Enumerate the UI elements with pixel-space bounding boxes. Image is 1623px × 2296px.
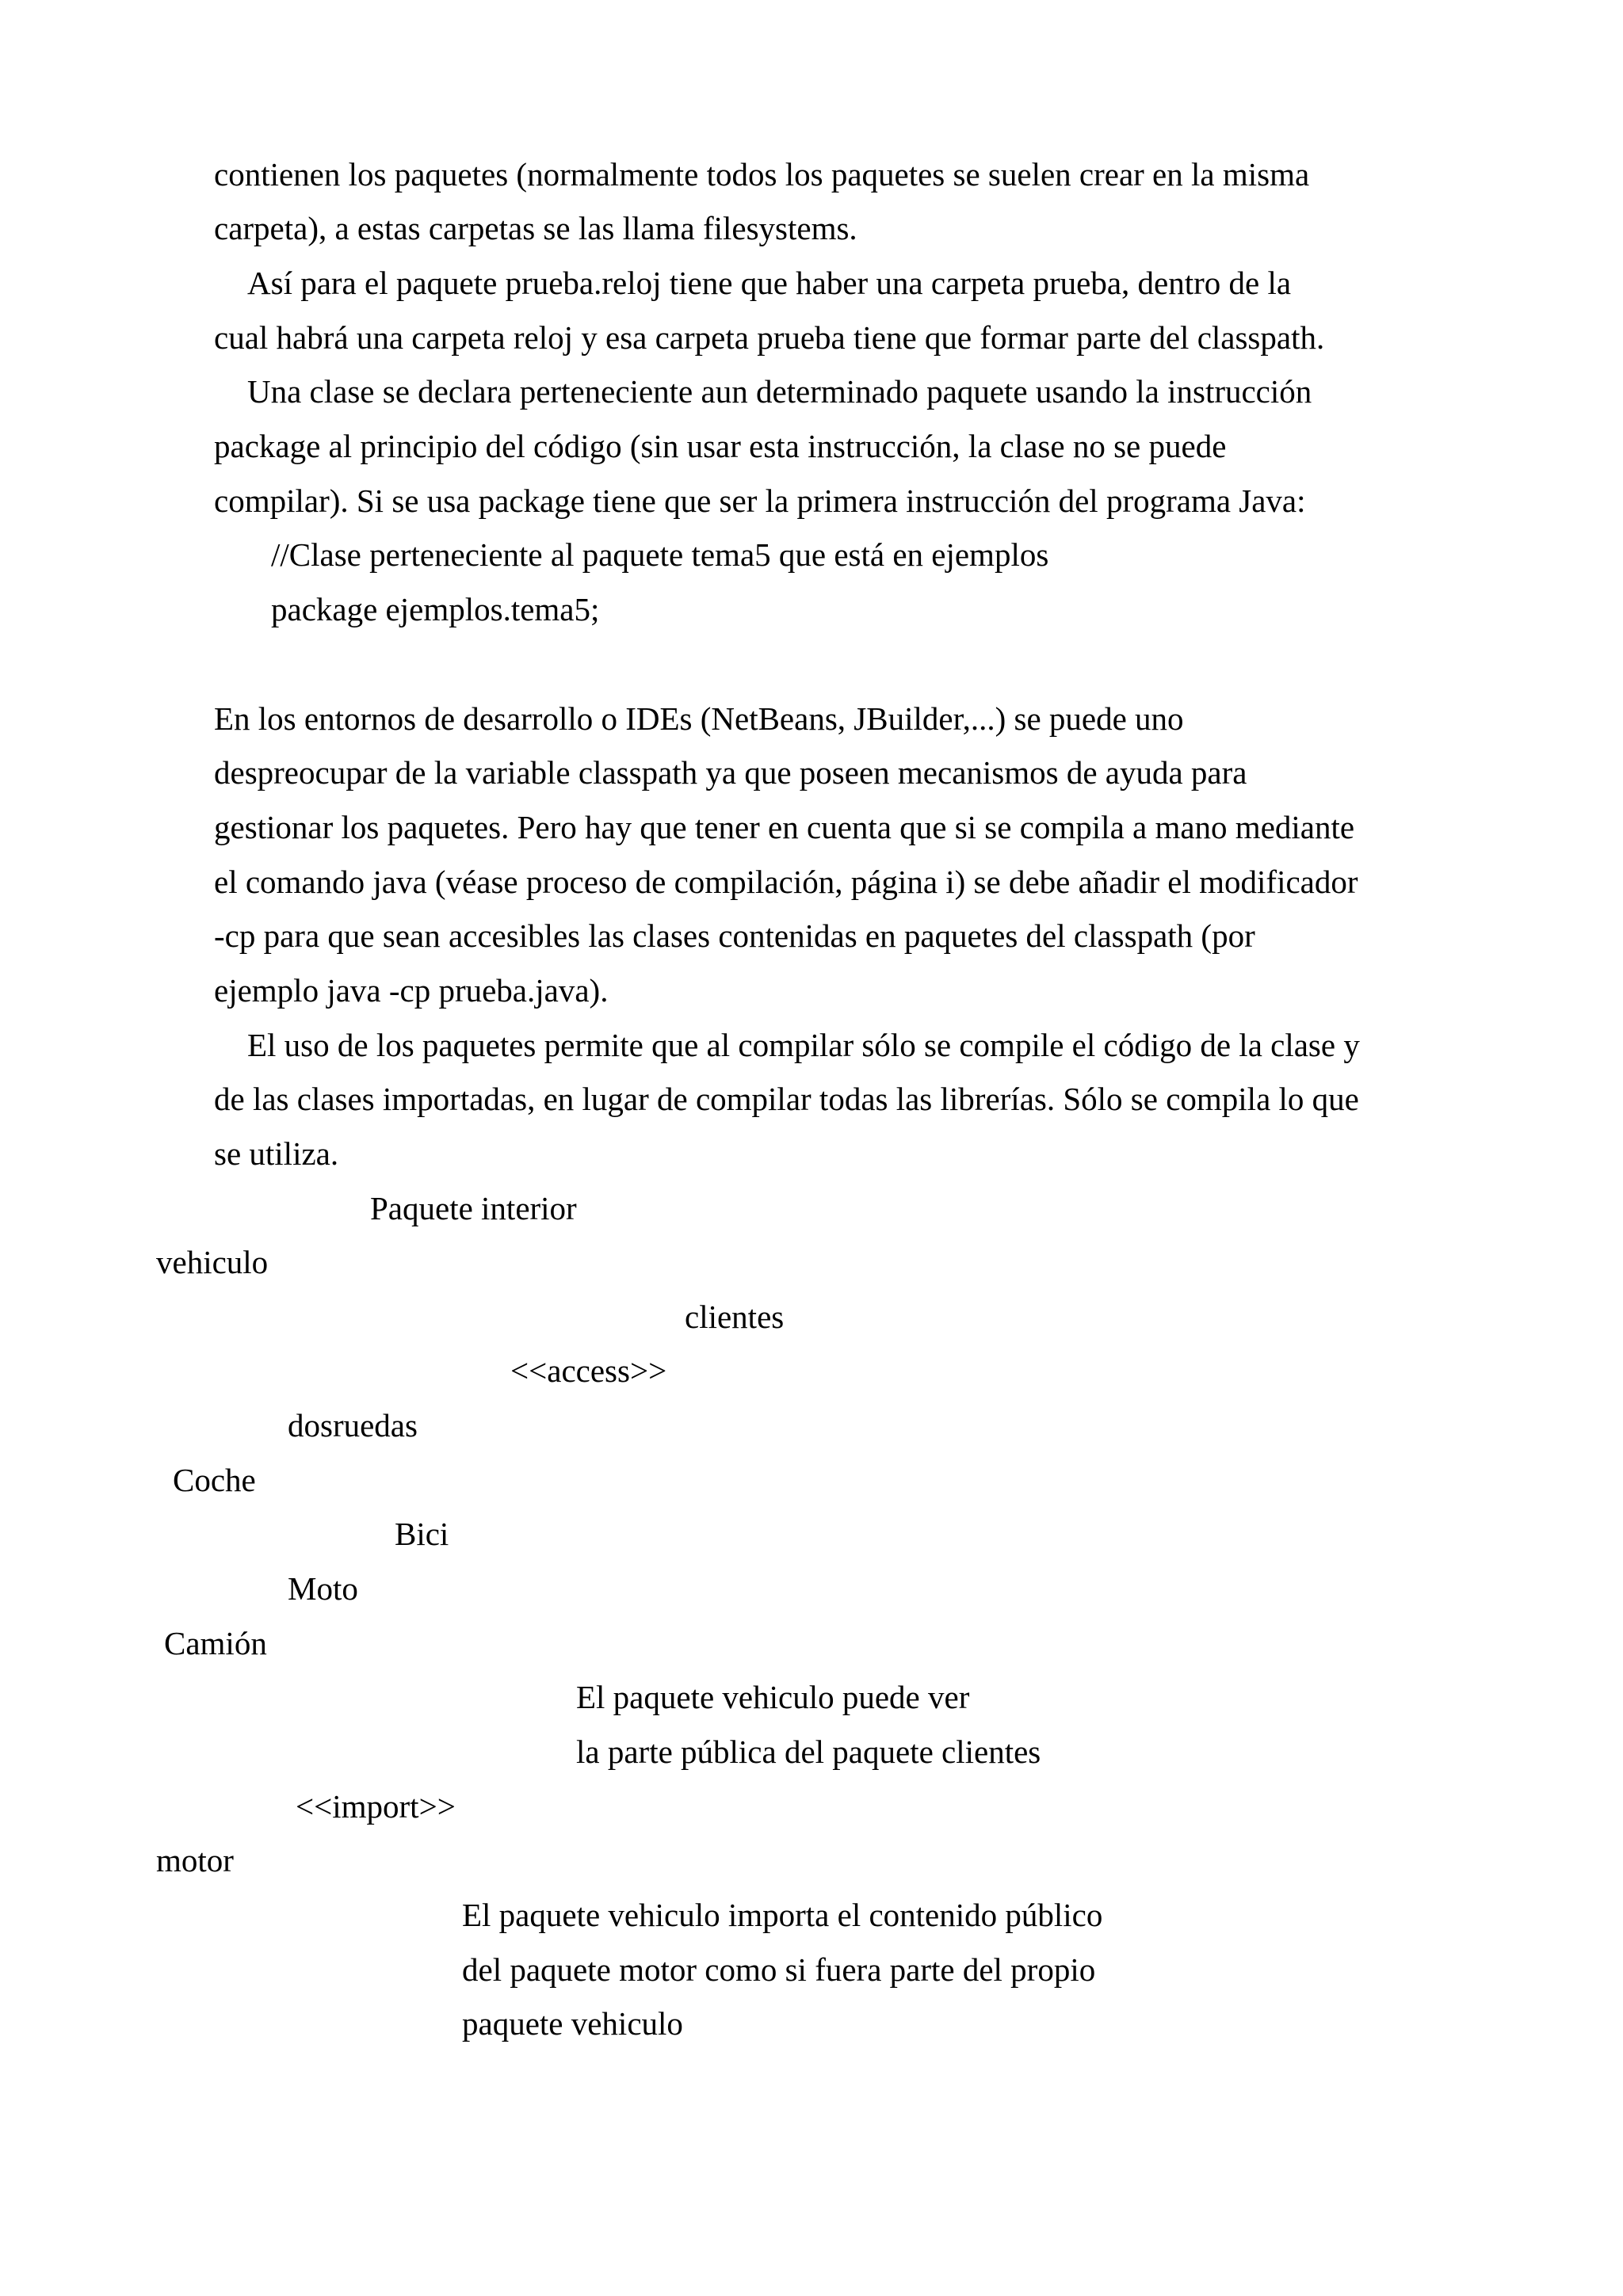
paragraph-5-line-1: El uso de los paquetes permite que al compilar sólo se compile el código de la clase y (247, 1027, 1360, 1063)
diagram-class-bici: Bici (395, 1516, 449, 1552)
paragraph-2-line-1: Así para el paquete prueba.reloj tiene que haber una carpeta prueba, dentro de la (247, 265, 1292, 301)
diagram-import-note-line-1: El paquete vehiculo importa el contenido público (462, 1897, 1103, 1933)
paragraph-1-line-2: carpeta), a estas carpetas se las llama filesystems. (214, 210, 857, 246)
paragraph-4-line-2: despreocupar de la variable classpath ya que poseen mecanismos de ayuda para (214, 754, 1247, 791)
diagram-package-dosruedas: dosruedas (288, 1407, 418, 1444)
paragraph-3-line-1: Una clase se declara perteneciente aun determinado paquete usando la instrucción (247, 373, 1312, 410)
code-line-1: //Clase perteneciente al paquete tema5 que está en ejemplos (271, 536, 1049, 573)
diagram-package-vehiculo: vehiculo (156, 1244, 269, 1280)
diagram-import-note-line-3: paquete vehiculo (462, 2005, 683, 2042)
paragraph-4-line-3: gestionar los paquetes. Pero hay que tener en cuenta que si se compila a mano mediante (214, 809, 1355, 845)
paragraph-3-line-3: compilar). Si se usa package tiene que ser la primera instrucción del programa Java: (214, 482, 1306, 519)
diagram-access-note-line-2: la parte pública del paquete clientes (576, 1733, 1041, 1770)
diagram-class-coche: Coche (173, 1462, 256, 1498)
diagram-package-clientes: clientes (685, 1299, 785, 1335)
diagram-interior-package-label: Paquete interior (370, 1190, 577, 1226)
diagram-class-moto: Moto (288, 1570, 358, 1607)
paragraph-4-line-4: el comando java (véase proceso de compilación, página i) se debe añadir el modificador (214, 864, 1358, 900)
paragraph-3-line-2: package al principio del código (sin usar esta instrucción, la clase no se puede (214, 428, 1227, 464)
diagram-access-note-line-1: El paquete vehiculo puede ver (576, 1679, 970, 1715)
paragraph-5-line-2: de las clases importadas, en lugar de compilar todas las librerías. Sólo se compila lo que (214, 1081, 1359, 1117)
diagram-access-stereotype: <<access>> (510, 1352, 667, 1389)
paragraph-4-line-1: En los entornos de desarrollo o IDEs (NetBeans, JBuilder,...) se puede uno (214, 700, 1184, 737)
diagram-import-note-line-2: del paquete motor como si fuera parte del propio (462, 1951, 1096, 1988)
paragraph-2-line-2: cual habrá una carpeta reloj y esa carpeta prueba tiene que formar parte del classpath. (214, 319, 1325, 356)
paragraph-4-line-6: ejemplo java -cp prueba.java). (214, 972, 609, 1009)
diagram-import-stereotype: <<import>> (296, 1788, 456, 1825)
paragraph-5-line-3: se utiliza. (214, 1135, 339, 1172)
diagram-package-motor: motor (156, 1842, 234, 1878)
paragraph-1-line-1: contienen los paquetes (normalmente todos los paquetes se suelen crear en la misma (214, 156, 1310, 193)
code-line-2: package ejemplos.tema5; (271, 591, 600, 627)
diagram-class-camion: Camión (164, 1625, 267, 1661)
paragraph-4-line-5: -cp para que sean accesibles las clases contenidas en paquetes del classpath (por (214, 917, 1255, 954)
